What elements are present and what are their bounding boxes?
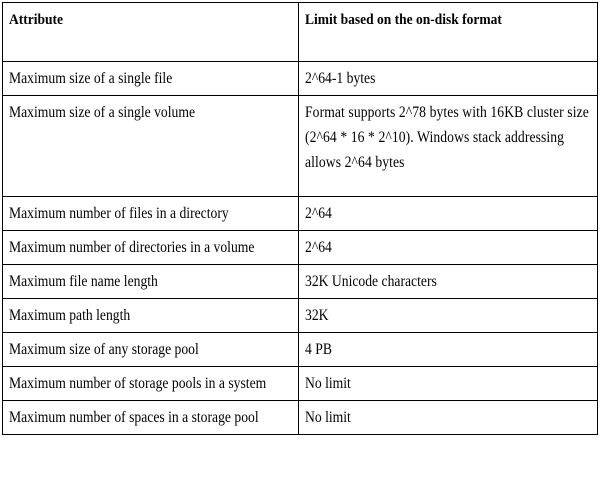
attribute-cell (3, 265, 299, 299)
limit-cell (299, 367, 598, 401)
attribute-text: Maximum number of directories in a volume (9, 239, 255, 256)
attribute-cell (3, 197, 299, 231)
limit-cell (299, 197, 598, 231)
attribute-cell (3, 367, 299, 401)
attribute-text: Maximum file name length (9, 273, 158, 290)
table-header-row (3, 3, 598, 62)
limit-cell (299, 401, 598, 435)
limit-text: 2^64 (305, 239, 332, 256)
attribute-text: Maximum number of files in a directory (9, 205, 229, 222)
limit-cell (299, 231, 598, 265)
limit-cell (299, 96, 598, 197)
attribute-cell (3, 299, 299, 333)
limit-cell (299, 265, 598, 299)
limit-text: 4 PB (305, 341, 332, 358)
header-attribute-label: Attribute (9, 12, 63, 28)
attribute-cell (3, 401, 299, 435)
table-row (3, 333, 598, 367)
attribute-text: Maximum size of a single volume (9, 104, 196, 121)
table-row (3, 62, 598, 96)
header-attribute (3, 3, 299, 62)
header-limit (299, 3, 598, 62)
table-row (3, 231, 598, 265)
header-limit-label: Limit based on the on-disk format (305, 12, 502, 28)
limit-cell (299, 62, 598, 96)
limits-table (2, 2, 598, 435)
table-row (3, 265, 598, 299)
limit-text: Format supports 2^78 bytes with 16KB cluster size (2^64 * 16 * 2^10). Windows stack addressing allows 2^64 bytes (305, 104, 589, 171)
limit-cell (299, 333, 598, 367)
attribute-cell (3, 62, 299, 96)
limit-text: 32K Unicode characters (305, 273, 437, 290)
attribute-text: Maximum size of any storage pool (9, 341, 199, 358)
attribute-text: Maximum path length (9, 307, 131, 324)
attribute-cell (3, 231, 299, 265)
attribute-cell (3, 96, 299, 197)
limit-text: No limit (305, 375, 351, 392)
attribute-cell (3, 333, 299, 367)
limit-text: 2^64 (305, 205, 332, 222)
limit-text: 2^64-1 bytes (305, 70, 376, 87)
table-row (3, 367, 598, 401)
table-row (3, 299, 598, 333)
table-row (3, 401, 598, 435)
attribute-text: Maximum size of a single file (9, 70, 173, 87)
attribute-text: Maximum number of storage pools in a system (9, 375, 267, 392)
limit-text: No limit (305, 409, 351, 426)
attribute-text: Maximum number of spaces in a storage pool (9, 409, 259, 426)
limit-cell (299, 299, 598, 333)
table-row (3, 96, 598, 197)
limit-text: 32K (305, 307, 329, 324)
table-row (3, 197, 598, 231)
